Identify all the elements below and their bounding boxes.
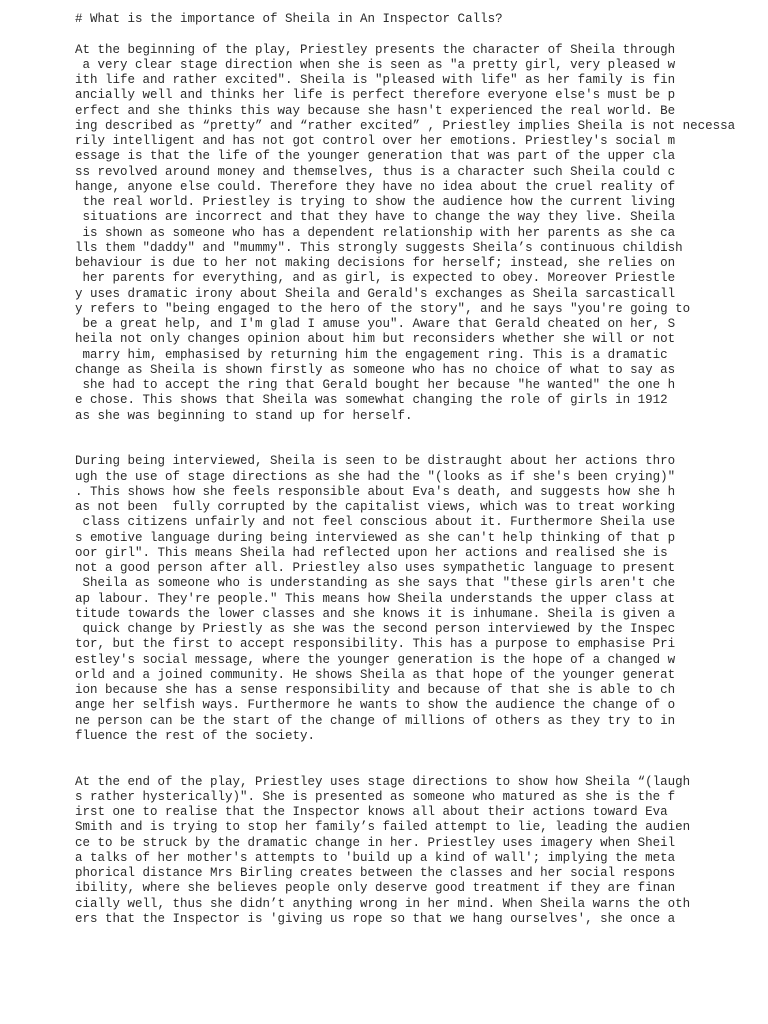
text-line: rily intelligent and has not got control over her emotions. Priestley's social m xyxy=(75,134,676,148)
text-line: be a great help, and I'm glad I amuse you". Aware that Gerald cheated on her, S xyxy=(75,317,676,331)
document-heading: # What is the importance of Sheila in An Inspector Calls? xyxy=(75,12,503,26)
text-line: ne person can be the start of the change of millions of others as they try to in xyxy=(75,713,676,728)
text-line: titude towards the lower classes and she knows it is inhumane. Sheila is given a xyxy=(75,606,676,621)
text-line: fluence the rest of the society. xyxy=(75,728,316,743)
text-line: irst one to realise that the Inspector knows all about their actions toward Eva xyxy=(75,805,668,819)
text-line: y refers to "being engaged to the hero of the story", and he says "you're going to xyxy=(75,301,691,316)
text-line: tor, but the first to accept responsibility. This has a purpose to emphasise Pri xyxy=(75,637,676,652)
text-line: Smith and is trying to stop her family’s failed attempt to lie, leading the audien xyxy=(75,820,691,835)
text-line: e chose. This shows that Sheila was somewhat changing the role of girls in 1912 xyxy=(75,393,668,408)
text-line: estley's social message, where the younger generation is the hope of a changed w xyxy=(75,652,676,667)
text-line: ancially well and thinks her life is perfect therefore everyone else's must be p xyxy=(75,88,676,103)
paragraph-gap xyxy=(75,744,765,775)
text-line: y uses dramatic irony about Sheila and Gerald's exchanges as Sheila sarcasticall xyxy=(75,286,676,301)
paragraph xyxy=(75,454,765,744)
text-line: ion because she has a sense responsibility and because of that she is able to ch xyxy=(75,683,676,697)
text-line: ibility, where she believes people only deserve good treatment if they are finan xyxy=(75,881,676,896)
text-line: her parents for everything, and as girl, is expected to obey. Moreover Priestle xyxy=(75,271,676,286)
text-line: ce to be struck by the dramatic change in her. Priestley uses imagery when Sheil xyxy=(75,835,676,850)
text-line: a talks of her mother's attempts to 'build up a kind of wall'; implying the meta xyxy=(75,850,676,865)
text-line: situations are incorrect and that they have to change the way they live. Sheila xyxy=(75,210,676,225)
text-line: s rather hysterically)". She is presented as someone who matured as she is the f xyxy=(75,789,676,804)
text-line: heila not only changes opinion about him but reconsiders whether she will or not xyxy=(75,332,676,347)
text-line: is shown as someone who has a dependent relationship with her parents as she ca xyxy=(75,225,676,240)
paragraph xyxy=(75,43,765,424)
text-line: not a good person after all. Priestley also uses sympathetic language to present xyxy=(75,561,676,575)
text-line: lls them "daddy" and "mummy". This strongly suggests Sheila’s continuous childish xyxy=(75,240,683,255)
text-line: the real world. Priestley is trying to show the audience how the current living xyxy=(75,195,676,209)
text-line: ing described as “pretty” and “rather excited” , Priestley implies Sheila is not necessa xyxy=(75,118,736,133)
text-line: hange, anyone else could. Therefore they have no idea about the cruel reality of xyxy=(75,179,676,194)
text-line: erfect and she thinks this way because she hasn't experienced the real world. Be xyxy=(75,103,676,118)
text-line: ange her selfish ways. Furthermore he wants to show the audience the change of o xyxy=(75,698,676,713)
paragraph-gap xyxy=(75,424,765,455)
text-line: s emotive language during being interviewed as she can't help thinking of that p xyxy=(75,530,676,545)
text-line: essage is that the life of the younger generation that was part of the upper cla xyxy=(75,149,676,164)
text-line: ith life and rather excited". Sheila is "pleased with life" as her family is fin xyxy=(75,73,676,87)
text-line: oor girl". This means Sheila had reflected upon her actions and realised she is xyxy=(75,545,668,560)
text-line: as she was beginning to stand up for herself. xyxy=(75,408,413,423)
text-line: as not been fully corrupted by the capitalist views, which was to treat working xyxy=(75,500,676,514)
text-line: change as Sheila is shown firstly as someone who has no choice of what to say as xyxy=(75,362,676,377)
text-line: she had to accept the ring that Gerald bought her because "he wanted" the one h xyxy=(75,378,676,392)
text-line: ss revolved around money and themselves, thus is a character such Sheila could c xyxy=(75,164,676,179)
text-line: phorical distance Mrs Birling creates between the classes and her social respons xyxy=(75,866,676,880)
text-line: ugh the use of stage directions as she had the "(looks as if she's been crying)" xyxy=(75,469,676,484)
text-line: orld and a joined community. He shows Sheila as that hope of the younger generat xyxy=(75,667,676,682)
blank-line xyxy=(75,27,765,42)
text-line: . This shows how she feels responsible about Eva's death, and suggests how she h xyxy=(75,484,676,499)
text-line: During being interviewed, Sheila is seen to be distraught about her actions thro xyxy=(75,454,676,469)
text-line: cially well, thus she didn’t anything wrong in her mind. When Sheila warns the oth xyxy=(75,896,691,911)
text-line: At the end of the play, Priestley uses stage directions to show how Sheila “(laugh xyxy=(75,774,691,789)
text-line: a very clear stage direction when she is seen as "a pretty girl, very pleased w xyxy=(75,57,676,72)
text-line: Sheila as someone who is understanding as she says that "these girls aren't che xyxy=(75,576,676,591)
document-body xyxy=(75,12,765,927)
paragraph-container xyxy=(75,43,765,928)
text-line: ap labour. They're people." This means how Sheila understands the upper class at xyxy=(75,591,676,606)
paragraph xyxy=(75,775,765,928)
text-line: At the beginning of the play, Priestley presents the character of Sheila through xyxy=(75,42,676,57)
text-line: class citizens unfairly and not feel conscious about it. Furthermore Sheila use xyxy=(75,515,676,530)
text-line: marry him, emphasised by returning him the engagement ring. This is a dramatic xyxy=(75,347,668,362)
text-line: quick change by Priestly as she was the second person interviewed by the Inspec xyxy=(75,622,676,636)
text-line: behaviour is due to her not making decisions for herself; instead, she relies on xyxy=(75,256,676,270)
text-line: ers that the Inspector is 'giving us rope so that we hang ourselves', she once a xyxy=(75,911,676,926)
